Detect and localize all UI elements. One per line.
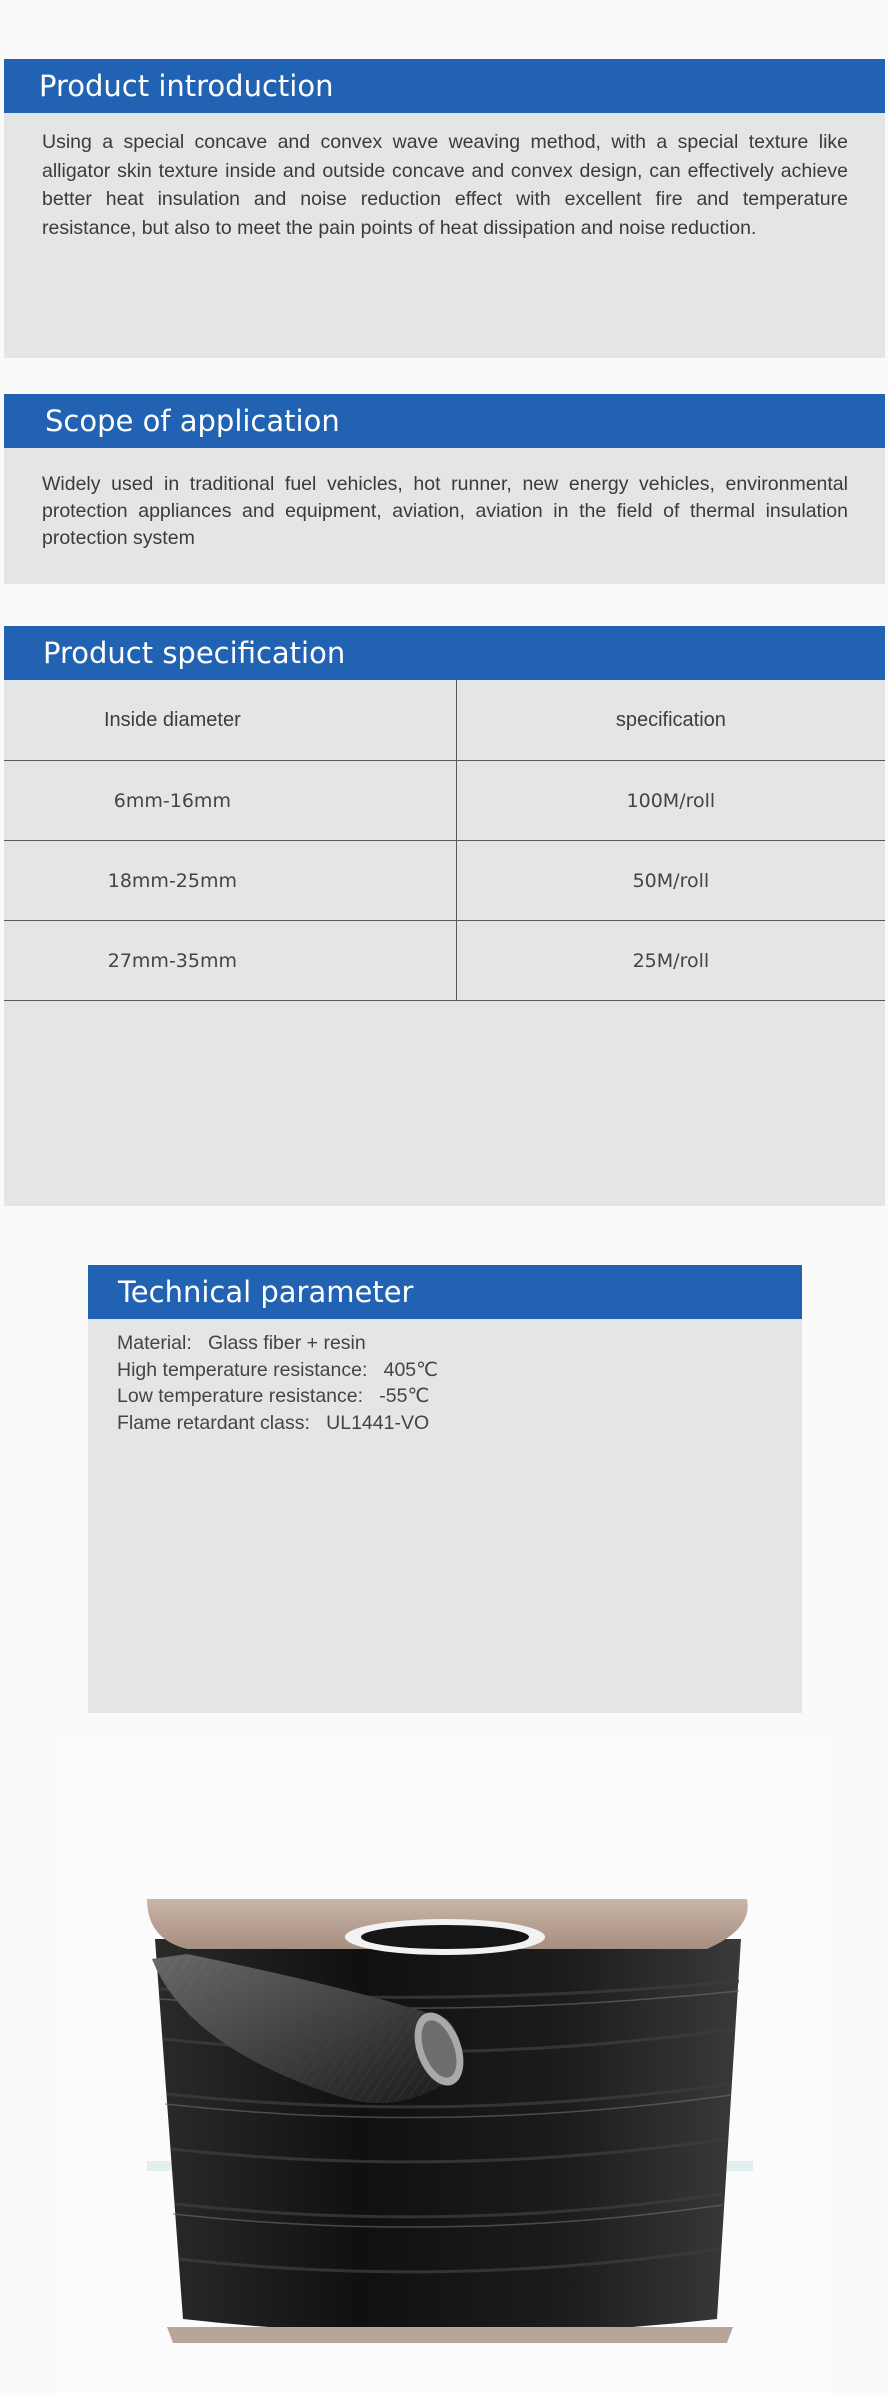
column-header-specification: specification — [456, 680, 885, 761]
technical-parameter-list — [117, 1330, 438, 1436]
specification-cell: 25M/roll — [456, 921, 885, 1001]
technical-parameter-header — [88, 1265, 802, 1319]
technical-parameter-section — [88, 1265, 802, 1713]
specification-cell: 100M/roll — [456, 761, 885, 841]
product-photo-area — [55, 1735, 833, 2393]
specification-cell: 50M/roll — [456, 841, 885, 921]
inside-diameter-cell: 18mm-25mm — [4, 841, 456, 921]
product-specification-section — [4, 626, 885, 1206]
inside-diameter-cell: 6mm-16mm — [4, 761, 456, 841]
scope-of-application-header — [4, 394, 885, 448]
param-low-temperature: Low temperature resistance: -55℃ — [117, 1385, 430, 1407]
technical-parameter-title: Technical parameter — [118, 1275, 414, 1309]
sleeving-roll-photo — [147, 1899, 753, 2343]
product-introduction-header — [4, 59, 885, 113]
product-specification-header — [4, 626, 885, 680]
scope-of-application-text: Widely used in traditional fuel vehicles, hot runner, new energy vehicles, environmental protection appliances and equipment, aviation, aviation in the field of thermal insulation protection system — [42, 473, 848, 549]
table-header-row — [4, 680, 885, 761]
param-flame-retardant: Flame retardant class: UL1441-VO — [117, 1411, 430, 1434]
table-row — [4, 841, 885, 921]
table-row — [4, 761, 885, 841]
param-high-temperature: High temperature resistance: 405℃ — [117, 1358, 439, 1381]
scope-of-application-section — [4, 394, 885, 584]
column-header-inside-diameter: Inside diameter — [4, 680, 456, 761]
table-row — [4, 921, 885, 1001]
product-specification-title: Product specification — [43, 636, 346, 670]
product-introduction-title: Product introduction — [39, 69, 334, 103]
scope-of-application-title: Scope of application — [45, 404, 340, 438]
product-introduction-text: Using a special concave and convex wave weaving method, with a special texture like alligator skin texture inside and outside concave and convex design, can effectively achieve better heat insulation and noise reduction effect with excellent fire and temperature resistance, but also to meet the pain points of heat dissipation and noise reduction. — [42, 131, 848, 239]
specification-table — [4, 680, 885, 1001]
product-introduction-section — [4, 59, 885, 358]
inside-diameter-cell: 27mm-35mm — [4, 921, 456, 1001]
param-material: Material: Glass fiber + resin — [117, 1332, 366, 1354]
